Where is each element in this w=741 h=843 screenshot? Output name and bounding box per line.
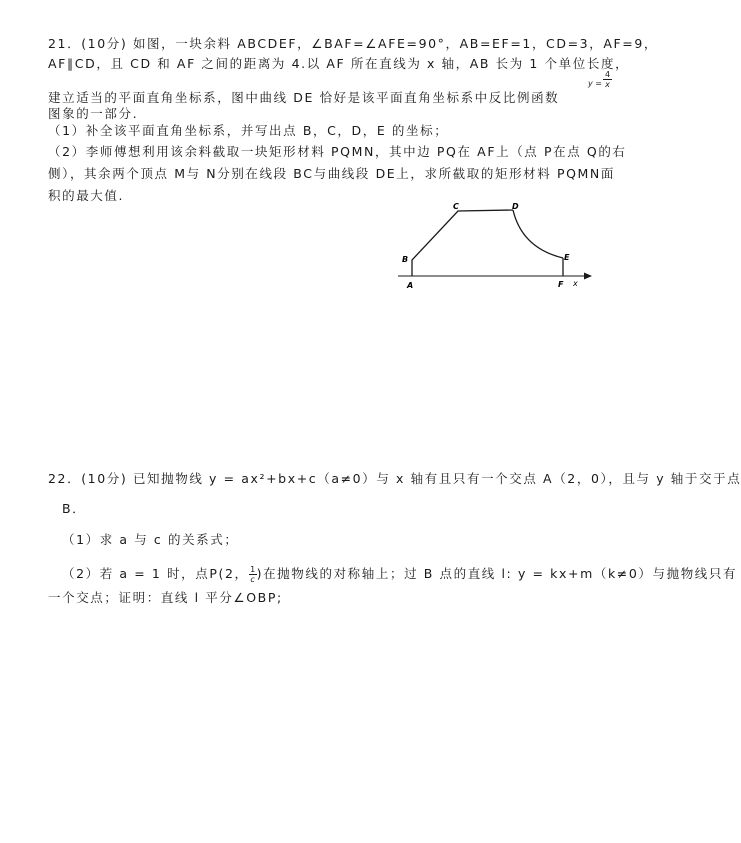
label-E: E xyxy=(564,253,570,262)
q22-part2-pre: （2）若 a = 1 时，点P(2， xyxy=(62,566,249,581)
segment-ABCD xyxy=(412,210,513,276)
label-A: A xyxy=(407,281,414,290)
q21-line3: 建立适当的平面直角坐标系，图中曲线 DE 恰好是该平面直角坐标系中反比例函数 xyxy=(48,90,560,105)
q21-part2a: （2）李师傅想利用该余料截取一块矩形材料 PQMN，其中边 PQ在 AF上（点 P在点 Q的右 xyxy=(48,144,627,159)
q21-part1: （1）补全该平面直角坐标系，并写出点 B，C，D，E 的坐标； xyxy=(48,123,449,138)
q22-line1: 22．(10分) 已知抛物线 y = ax²+bx+c（a≠0）与 x 轴有且只有一个交点 A（2，0），且与 y 轴于交于点 xyxy=(48,471,741,486)
q22-part2-post: )在抛物线的对称轴上；过 B 点的直线 l: y = kx+m（k≠0）与抛物线只有 xyxy=(256,566,738,581)
label-D: D xyxy=(512,202,519,211)
label-C: C xyxy=(453,202,459,211)
label-x: x xyxy=(573,279,578,288)
q22-fraction-num: 1 xyxy=(250,565,256,574)
curve-DE xyxy=(513,210,563,258)
q22-part1: （1）求 a 与 c 的关系式； xyxy=(62,532,239,547)
q22-part2 xyxy=(62,564,737,584)
q22-fraction xyxy=(249,565,257,584)
function-denominator: x xyxy=(605,80,610,89)
x-axis-arrow xyxy=(584,273,592,280)
q21-line4: 图象的一部分. xyxy=(48,106,139,121)
q22-line2: B． xyxy=(62,501,87,516)
inverse-function xyxy=(588,70,614,100)
q21-part2b: 侧），其余两个顶点 M与 N分别在线段 BC与曲线段 DE上，求所截取的矩形材料 PQMN面 xyxy=(48,166,615,181)
function-lhs: y = xyxy=(588,79,602,88)
q22-part2b: 一个交点；证明：直线 l 平分∠OBP; xyxy=(48,590,283,605)
q21-part2c: 积的最大值. xyxy=(48,188,125,203)
label-B: B xyxy=(402,255,409,264)
function-numerator: 4 xyxy=(604,70,611,79)
function-fraction xyxy=(603,70,612,89)
q21-line1: 21．(10分) 如图，一块余料 ABCDEF，∠BAF=∠AFE=90°，AB=EF=1，CD=3，AF=9， xyxy=(48,36,658,51)
q22-fraction-den: c xyxy=(250,575,255,584)
label-F: F xyxy=(558,280,564,289)
q21-line2: AF∥CD，且 CD 和 AF 之间的距离为 4.以 AF 所在直线为 x 轴，AB 长为 1 个单位长度， xyxy=(48,56,630,71)
